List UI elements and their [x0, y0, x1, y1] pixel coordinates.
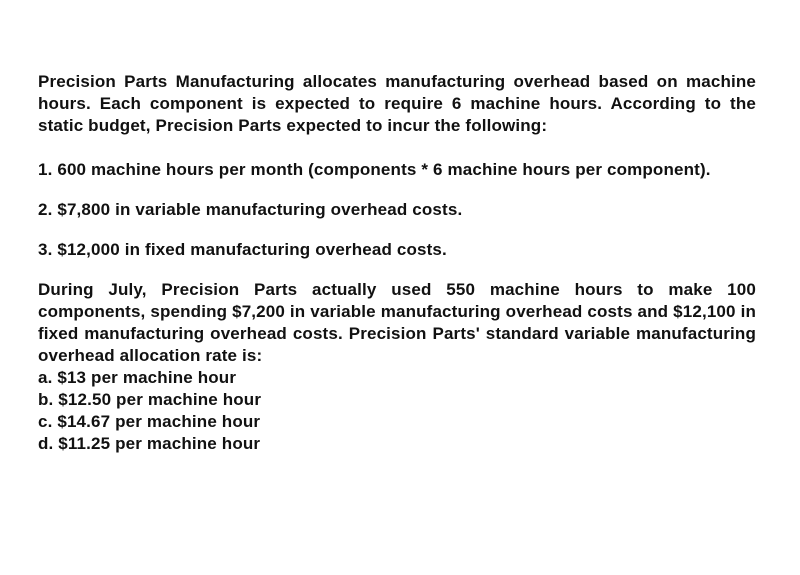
answer-options — [38, 367, 756, 455]
question-document — [38, 71, 756, 455]
budget-item-2: 2. $7,800 in variable manufacturing overhead costs. — [38, 200, 463, 219]
budget-item-1: 1. 600 machine hours per month (components * 6 machine hours per component). — [38, 160, 711, 179]
budget-item-3: 3. $12,000 in fixed manufacturing overhead costs. — [38, 240, 447, 259]
question-intro: Precision Parts Manufacturing allocates manufacturing overhead based on machine hours. Each component is expected to require 6 machine hours. According to the static budget, Precision Parts expected to incur the following: — [38, 72, 756, 135]
question-scenario: During July, Precision Parts actually used 550 machine hours to make 100 components, spending $7,200 in variable manufacturing overhead costs and $12,100 in fixed manufacturing overhead costs. Precision Parts' standard variable manufacturing overhead allocation rate is: — [38, 280, 756, 365]
answer-option-b: b. $12.50 per machine hour — [38, 390, 262, 409]
answer-option-c: c. $14.67 per machine hour — [38, 412, 261, 431]
answer-option-a: a. $13 per machine hour — [38, 368, 237, 387]
answer-option-d: d. $11.25 per machine hour — [38, 434, 261, 453]
